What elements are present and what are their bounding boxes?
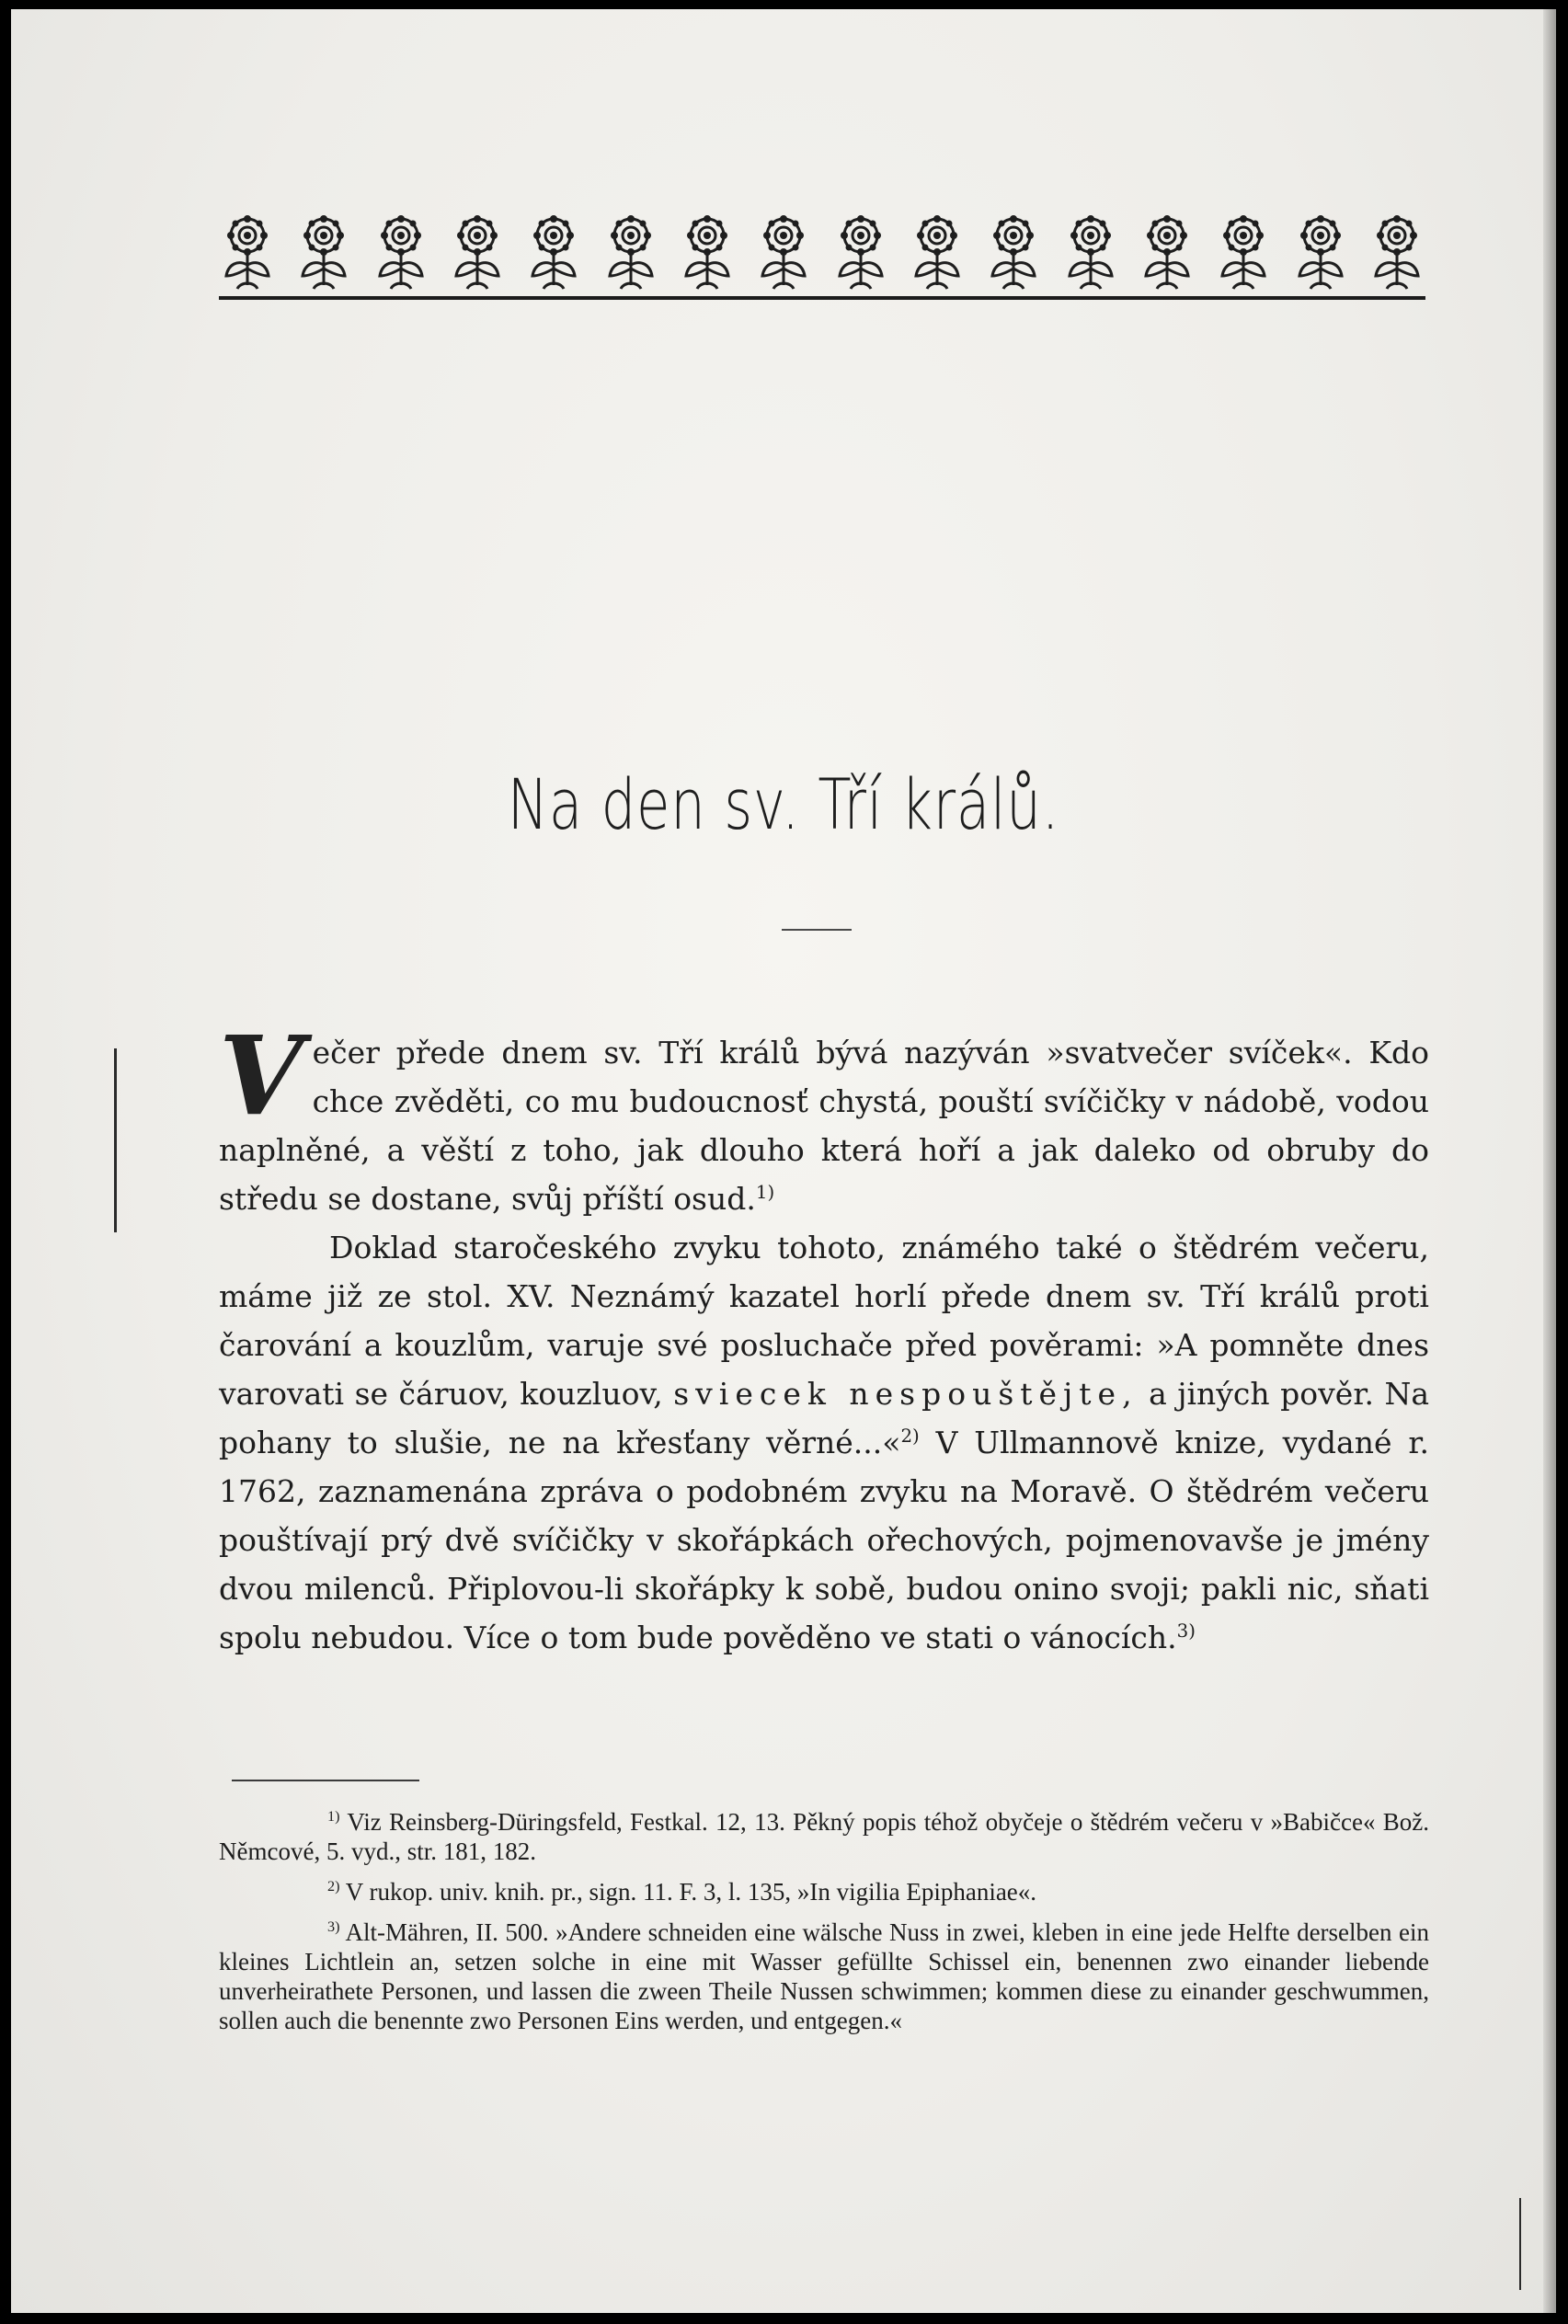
paragraph-1 [219, 1012, 1429, 1223]
footnote-1-mark: 1) [327, 1808, 340, 1825]
paragraph-2-text-c: V Ullmannově knize, vydané r. 1762, zaznamenána zpráva o podobném zvyku na Moravě. O štědrém večeru pouštívají prý dvě svíčičky v skořápkách ořechových, pojmenovavše je jmény dvou milenců. Připlovou-li skořápky k sobě, budou onino svoji; pakli nic, sňati spolu nebudou. Více o tom bude pověděno ve stati o vánocích. [219, 1425, 1429, 1655]
title-divider [782, 929, 852, 931]
floral-ornament-icon [757, 212, 810, 292]
floral-ornament-icon [1217, 212, 1270, 292]
footnote-1 [219, 1807, 1429, 1866]
header-rule [219, 296, 1425, 300]
margin-mark [1519, 2198, 1521, 2290]
floral-ornament-icon [910, 212, 964, 292]
floral-ornament-icon [681, 212, 734, 292]
floral-ornament-icon [297, 212, 350, 292]
paragraph-2 [219, 1223, 1429, 1662]
paragraph-2-text-b: a jiných pověr. Na pohany to slušie, ne na křesťany věrné...« [219, 1376, 1429, 1460]
floral-ornament-icon [604, 212, 658, 292]
footnote-divider [232, 1780, 419, 1781]
floral-ornament-icon [1294, 212, 1347, 292]
footnote-ref-1: 1) [755, 1182, 775, 1203]
book-page [11, 9, 1556, 2313]
footnote-1-text: Viz Reinsberg-Düringsfeld, Festkal. 12, 13. Pěkný popis téhož obyčeje o štědrém večeru v »Babičce« Bož. Němcové, 5. vyd., str. 181, 182. [219, 1808, 1430, 1865]
floral-ornament-icon [1140, 212, 1194, 292]
body-text [219, 1012, 1429, 1662]
floral-ornament-icon [834, 212, 887, 292]
floral-ornament-icon [527, 212, 580, 292]
page-edge-shadow [1543, 9, 1556, 2313]
footnote-2 [219, 1877, 1429, 1906]
header-ornament-row [221, 210, 1424, 294]
footnote-2-text: V rukop. univ. knih. pr., sign. 11. F. 3, l. 135, »In vigilia Epiphaniae«. [345, 1878, 1037, 1906]
margin-mark [114, 1048, 117, 1232]
floral-ornament-icon [451, 212, 504, 292]
paragraph-2-text-a: Doklad staročeského zvyku tohoto, známého také o štědrém večeru, máme již ze stol. XV. Neznámý kazatel horlí přede dnem sv. Tří králů proti čarování a kouzlům, varuje své posluchače před pověrami: »A pomněte dnes varovati se čáruov, kouzluov, [219, 1230, 1429, 1412]
footnote-3-mark: 3) [327, 1918, 340, 1935]
paragraph-1-text: ečer přede dnem sv. Tří králů bývá nazýván »svatvečer svíček«. Kdo chce zvěděti, co mu budoucnosť chystá, pouští svíčičky v nádobě, vodou naplněné, a věští z toho, jak dlouho která hoří a jak daleko od obruby do středu se dostane, svůj příští osud. [219, 1035, 1429, 1217]
chapter-title: Na den sv. Tří králů. [507, 763, 1060, 845]
footnotes [219, 1807, 1429, 2046]
floral-ornament-icon [987, 212, 1040, 292]
footnote-2-mark: 2) [327, 1878, 340, 1895]
drop-cap: V [219, 1012, 303, 1139]
paragraph-2-spaced-quote: sviecek nespouštějte, [673, 1376, 1139, 1412]
footnote-3-text: Alt-Mähren, II. 500. »Andere schneiden eine wälsche Nuss in zwei, kleben in eine jede Helfte derselben ein kleines Lichtlein an, setzen solche in eine mit Wasser gefüllte Schissel ein, benennen zwo einander liebende unverheirathete Personen, und lassen die zween Theile Nussen schwimmen; kommen diese zu einander geschwummen, sollen auch die benennte zwo Personen Eins werden, und entgegen.« [219, 1918, 1430, 2034]
floral-ornament-icon [374, 212, 428, 292]
footnote-3 [219, 1918, 1429, 2035]
footnote-ref-3: 3) [1176, 1620, 1196, 1642]
footnote-ref-2: 2) [900, 1425, 920, 1447]
floral-ornament-icon [1370, 212, 1424, 292]
floral-ornament-icon [221, 212, 274, 292]
floral-ornament-icon [1064, 212, 1117, 292]
